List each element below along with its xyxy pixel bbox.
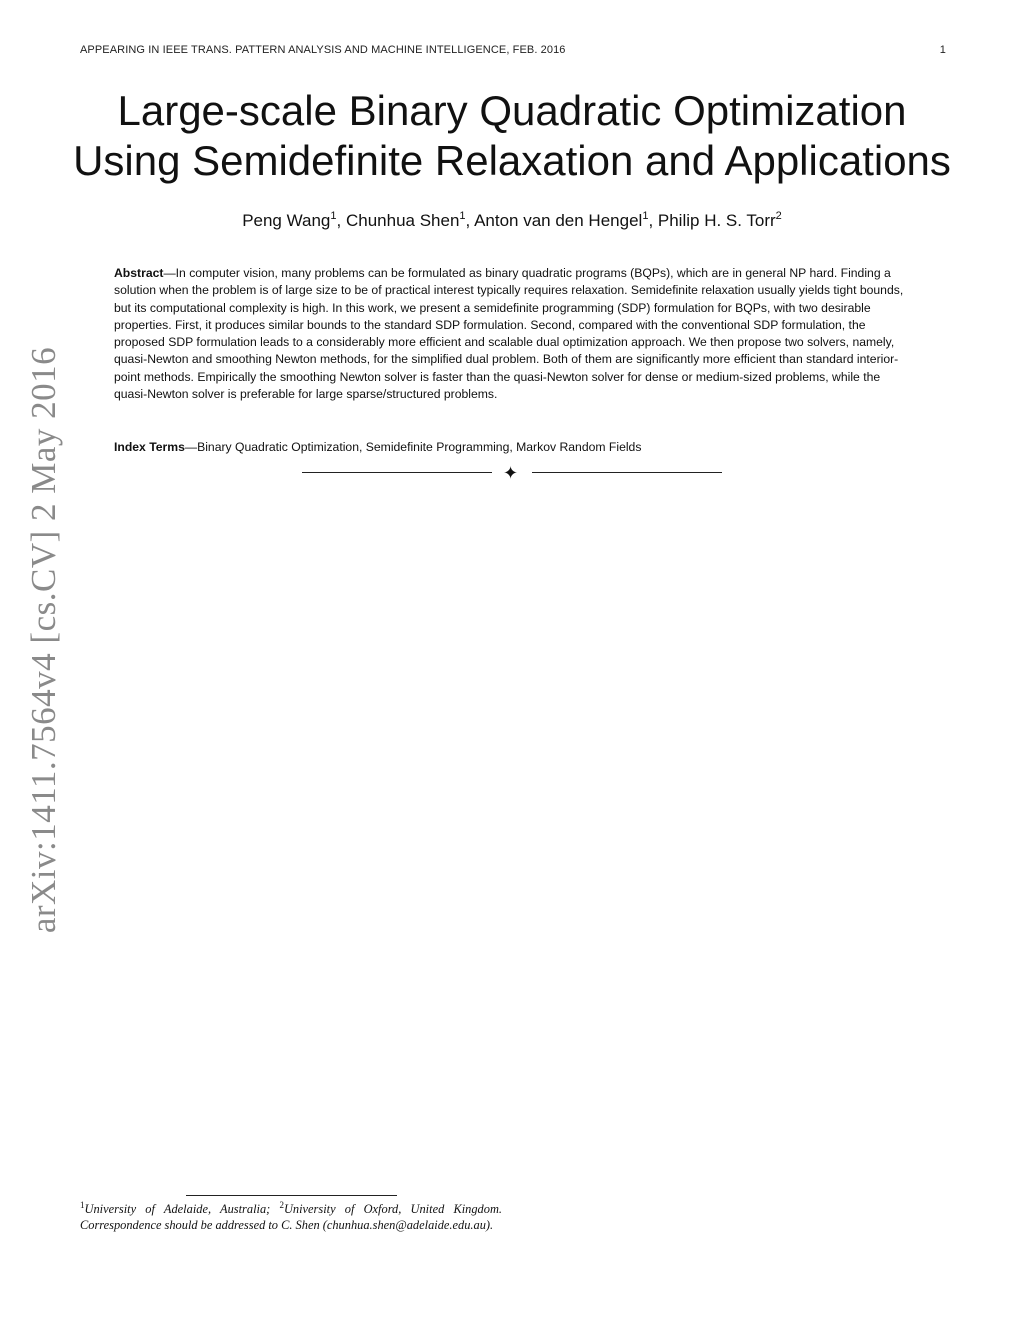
author-affiliation-mark: 1 [642, 210, 649, 222]
author-name: Anton van den Hengel [474, 211, 643, 230]
footnote-mark-1: 1 [80, 1200, 85, 1210]
running-header [80, 44, 946, 56]
footnote-affiliation-1: University of Adelaide, Australia; [84, 1202, 280, 1216]
footnote-rule [186, 1195, 397, 1196]
abstract-label: Abstract [114, 266, 164, 280]
title-line-2: Using Semidefinite Relaxation and Applications [73, 137, 951, 184]
author-name: Peng Wang [242, 211, 331, 230]
abstract-text: —In computer vision, many problems can be formulated as binary quadratic programs (BQPs), which are in general NP hard. Finding a solution when the problem is of large size to be of practical interest typically requires relaxation. Semidefinite relaxation usually yields tight bounds, but its computational complexity is high. In this work, we present a semidefinite programming (SDP) formulation for BQPs, with two desirable properties. First, it produces similar bounds to the standard SDP formulation. Second, compared with the conventional SDP formulation, the proposed SDP formulation leads to a considerably more efficient and scalable dual optimization approach. We then propose two solvers, namely, quasi-Newton and smoothing Newton methods, for the simplified dual problem. Both of them are significantly more efficient than standard interior-point methods. Empirically the smoothing Newton solver is faster than the quasi-Newton solver for dense or medium-sized problems, while the quasi-Newton solver is preferable for large sparse/structured problems. [114, 266, 904, 402]
arxiv-identifier-stamp: arXiv:1411.7564v4 [cs.CV] 2 May 2016 [24, 346, 63, 934]
author-affiliation-mark: 2 [775, 210, 782, 222]
separator-rule-left [302, 472, 492, 473]
running-title: APPEARING IN IEEE TRANS. PATTERN ANALYSIS AND MACHINE INTELLIGENCE, FEB. 2016 [80, 44, 566, 56]
author-affiliation-mark: 1 [459, 210, 466, 222]
paper-title [0, 86, 1024, 186]
affiliation-footnote [80, 1202, 502, 1233]
four-point-star-icon: ✦ [503, 463, 519, 483]
index-terms-text: —Binary Quadratic Optimization, Semidefinite Programming, Markov Random Fields [184, 440, 642, 454]
title-line-1: Large-scale Binary Quadratic Optimization [117, 87, 907, 134]
author-affiliation-mark: 1 [330, 210, 337, 222]
page-number: 1 [939, 44, 946, 56]
author-list: Peng Wang$^1$, Chunhua Shen$^1$, Anton van den Hengel$^1$, Philip H. S. Torr$^2$ [242, 210, 782, 230]
author-name: Philip H. S. Torr [657, 211, 776, 230]
abstract [114, 265, 910, 403]
author-name: Chunhua Shen [345, 211, 460, 230]
footnote-mark-2: 2 [279, 1200, 284, 1210]
index-terms [114, 439, 910, 456]
separator-rule-right [532, 472, 722, 473]
footnote-affiliation-2: University of Oxford, United Kingdom. Correspondence should be addressed to C. Shen (chunhua.shen@adelaide.edu.au). [80, 1202, 502, 1232]
section-separator [300, 462, 724, 484]
index-terms-label: Index Terms [114, 440, 185, 454]
